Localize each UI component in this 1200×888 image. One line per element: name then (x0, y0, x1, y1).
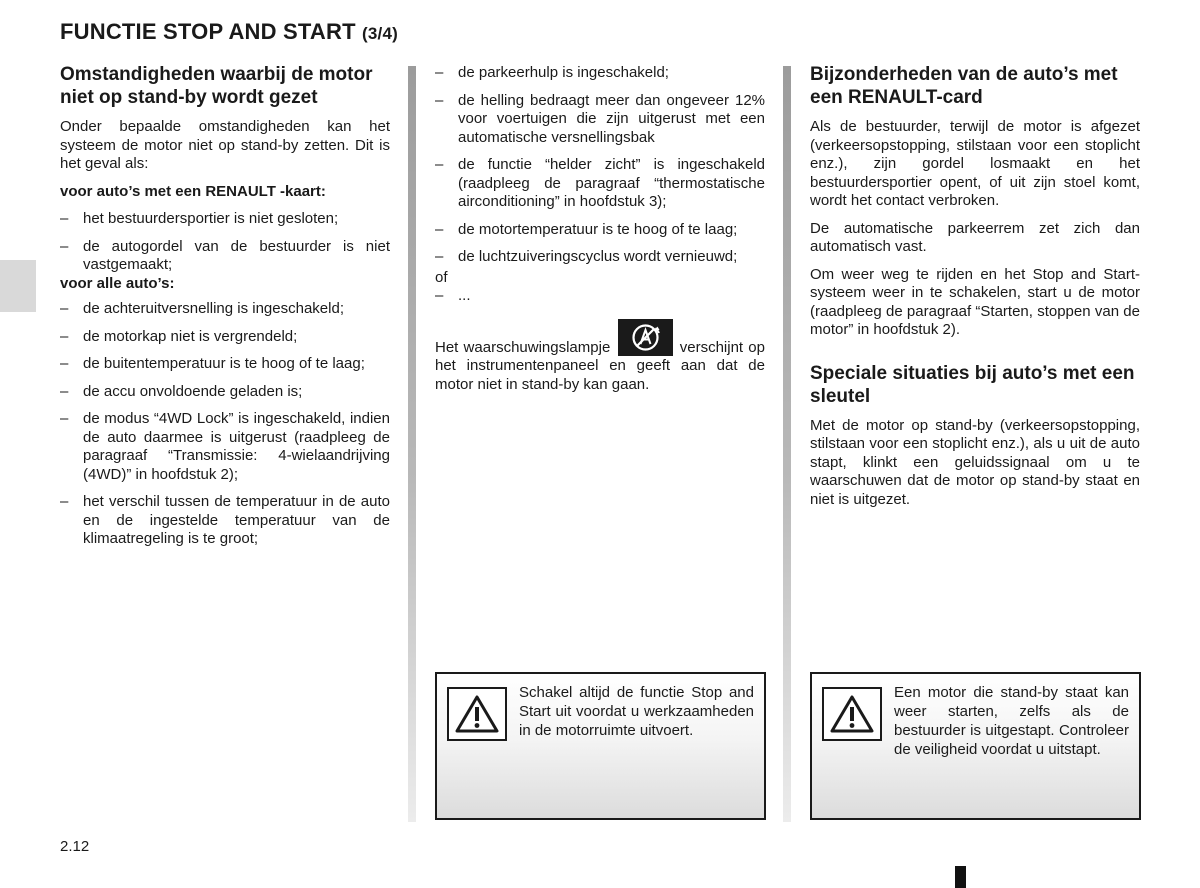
list-item: – de functie “helder zicht” is ingeschakeld (raadpleeg de paragraaf “thermostatische airconditioning” in hoofdstuk 3); (435, 156, 765, 210)
warning-text: Een motor die stand-by staat kan weer starten, zelfs als de bestuurder is uitgestapt. Controleer de veiligheid voordat u uitstapt. (894, 684, 1129, 758)
intro-paragraph: Onder bepaalde omstandigheden kan het systeem de motor niet op stand-by zetten. Dit is het geval als: (60, 118, 390, 172)
stop-start-unavailable-lamp-icon (618, 319, 673, 356)
paragraph: Met de motor op stand-by (verkeersopstopping, stilstaan voor een stoplicht enz.), als u uit de auto stapt, klinkt een geluidssignaal om u te waarschuwen dat de motor op stand-by staat en niet is uitgezet. (810, 416, 1140, 508)
list-item: – de parkeerhulp is ingeschakeld; (435, 64, 669, 81)
page-edge-mark (955, 866, 966, 888)
chapter-side-tab (0, 260, 36, 312)
middle-column (435, 64, 765, 394)
dash-bullet: – (60, 237, 69, 255)
paragraph: Als de bestuurder, terwijl de motor is afgezet (verkeersopstopping, stilstaan voor een stoplicht enz.), zijn gordel losmaakt en het bestuurdersportier opent, of uit zijn stoel komt, wordt het contact verbroken. (810, 118, 1140, 209)
list-item: – ... (435, 287, 471, 304)
list-item: – de modus “4WD Lock” is ingeschakeld, indien de auto daarmee is uitgerust (raadpleeg de paragraaf “Transmissie: 4-wielaandrijving (4WD)” in hoofdstuk 2); (60, 410, 390, 483)
dash-bullet: – (435, 156, 444, 173)
page-title (60, 19, 398, 45)
lamp-paragraph: Het waarschuwingslampje verschijnt op het instrumentenpaneel en geeft aan dat de motor niet in stand-by kan gaan. (435, 319, 765, 395)
warning-box-engine-bay (435, 672, 766, 820)
dash-bullet: – (435, 287, 444, 304)
page-number: 2.12 (60, 838, 90, 855)
right-column (810, 63, 1140, 509)
page-title-part: (3/4) (362, 24, 398, 43)
list-item: – de autogordel van de bestuurder is niet vastgemaakt; (60, 237, 390, 273)
list-item: – de accu onvoldoende geladen is; (60, 382, 303, 400)
list-item: – het verschil tussen de temperatuur in de auto en de ingestelde temperatuur van de klimaatregeling is te groot; (60, 493, 390, 547)
column-divider-left (408, 66, 416, 822)
list-item: – de achteruitversnelling is ingeschakeld; (60, 300, 344, 317)
dash-bullet: – (60, 382, 69, 400)
dash-bullet: – (60, 210, 69, 227)
dash-bullet: – (435, 220, 444, 238)
list-item: – de helling bedraagt meer dan ongeveer 12% voor voertuigen die zijn uitgerust met een automatische versnellingsbak (435, 91, 765, 146)
list-item: – de motorkap niet is vergrendeld; (60, 327, 298, 345)
list-item: – de luchtzuiveringscyclus wordt vernieuwd; (435, 248, 738, 265)
section-heading-conditions: Omstandigheden waarbij de motor niet op stand-by wordt gezet (60, 64, 373, 108)
dash-bullet: – (60, 300, 69, 317)
dash-bullet: – (435, 91, 444, 109)
warning-triangle-icon (447, 687, 507, 741)
dash-bullet: – (435, 64, 444, 81)
section-heading-renault-card: Bijzonderheden van de auto’s met een RENAULT-card (810, 64, 1118, 108)
warning-box-standby-restart (810, 672, 1141, 820)
paragraph: De automatische parkeerrem zet zich dan automatisch vast. (810, 219, 1140, 255)
list-item: – het bestuurdersportier is niet gesloten; (60, 210, 339, 227)
left-column (60, 63, 390, 549)
renault-card-label: voor auto’s met een RENAULT -kaart: (60, 182, 326, 200)
list-item: – de motortemperatuur is te hoog of te laag; (435, 220, 738, 238)
all-cars-label: voor alle auto’s: (60, 274, 175, 292)
section-heading-key-cars: Speciale situaties bij auto’s met een sleutel (810, 362, 1135, 407)
warning-text: Schakel altijd de functie Stop and Start uit voordat u werkzaamheden in de motorruimte uitvoert. (519, 684, 754, 739)
dash-bullet: – (60, 355, 69, 372)
dash-bullet: – (60, 493, 69, 510)
or-label: of (435, 268, 448, 286)
page-title-text: FUNCTIE STOP AND START (60, 19, 356, 44)
paragraph: Om weer weg te rijden en het Stop and Start-systeem weer in te schakelen, start u de motor (raadpleeg de paragraaf “Starten, stoppen van de motor” in hoofdstuk 2). (810, 265, 1140, 338)
dash-bullet: – (435, 248, 444, 265)
dash-bullet: – (60, 327, 69, 345)
column-divider-right (783, 66, 791, 822)
dash-bullet: – (60, 410, 69, 427)
warning-triangle-icon (822, 687, 882, 741)
list-item: – de buitentemperatuur is te hoog of te laag; (60, 355, 365, 372)
